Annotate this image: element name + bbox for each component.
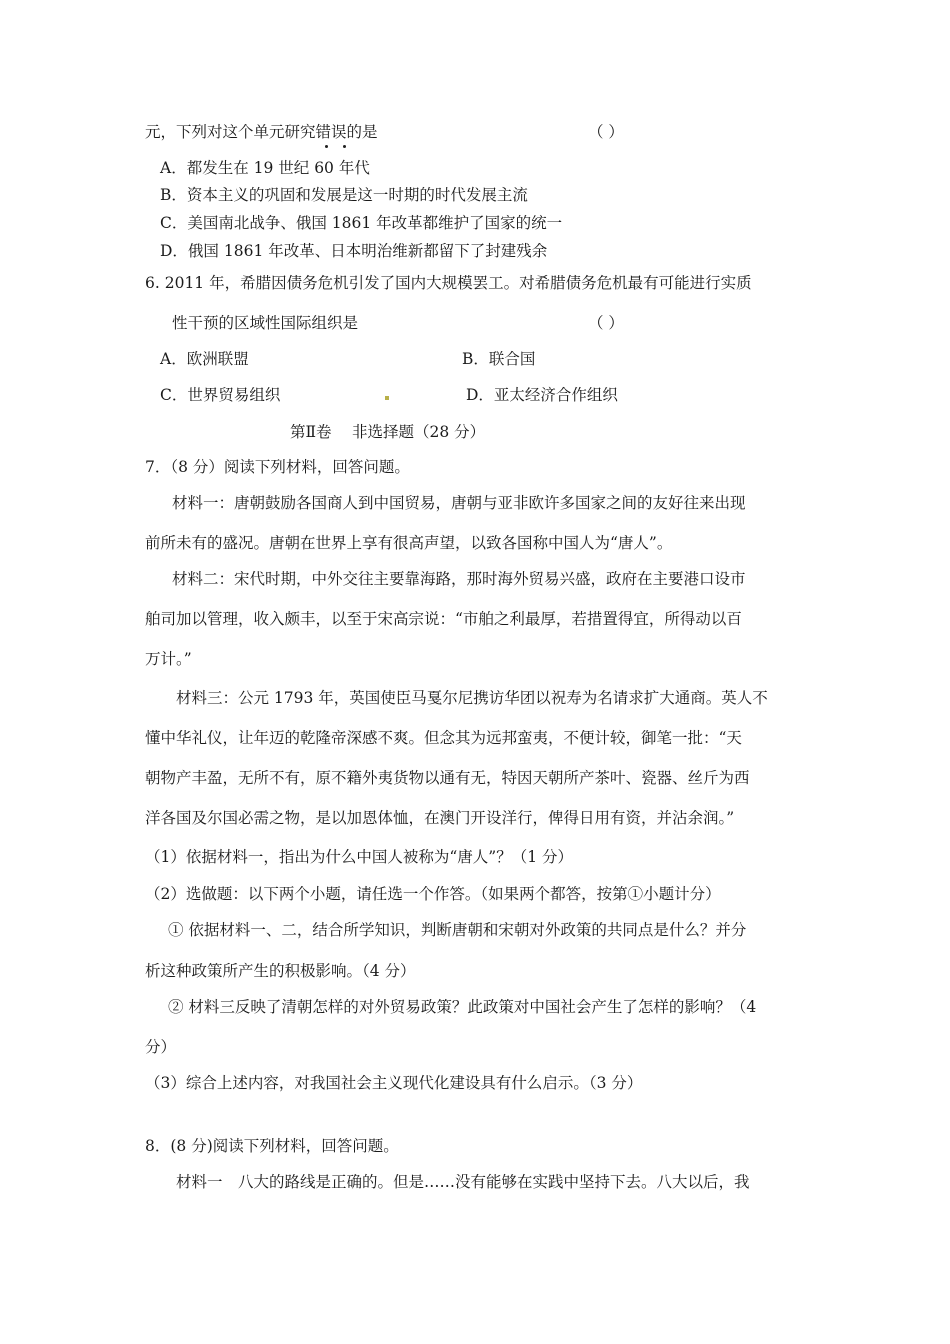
emphasis-dot	[343, 145, 346, 148]
q7-material2-line3: 万计。”	[145, 650, 192, 668]
q7-subquestion-2: （2）选做题：以下两个小题，请任选一个作答。（如果两个都答，按第①小题计分）	[145, 885, 721, 903]
scan-speck	[385, 396, 389, 400]
q7-material2-line1: 材料二：宋代时期，中外交往主要靠海路，那时海外贸易兴盛，政府在主要港口设市	[172, 570, 746, 588]
q6-option-a: A．欧洲联盟	[160, 350, 249, 368]
q8-material1-line1: 材料一 八大的路线是正确的。但是……没有能够在实践中坚持下去。八大以后，我	[176, 1173, 750, 1191]
q6-option-d: D．亚太经济合作组织	[466, 386, 618, 404]
q7-subquestion-2b-line1: ② 材料三反映了清朝怎样的对外贸易政策？此政策对中国社会产生了怎样的影响？（4	[168, 998, 757, 1016]
q7-material3-line4: 洋各国及尔国必需之物，是以加恩体恤，在澳门开设洋行，俾得日用有资，并沾余润。”	[145, 809, 735, 827]
q7-subquestion-3: （3）综合上述内容，对我国社会主义现代化建设具有什么启示。（3 分）	[145, 1074, 643, 1092]
q6-answer-paren: （ ）	[588, 314, 624, 332]
q6-option-c: C．世界贸易组织	[160, 386, 281, 404]
q5-answer-paren: （ ）	[588, 123, 624, 141]
emphasis-dot	[325, 145, 328, 148]
q7-material1-line2: 前所未有的盛况。唐朝在世界上享有很高声望，以致各国称中国人为“唐人”。	[145, 534, 673, 552]
q5-option-d: D．俄国 1861 年改革、日本明治维新都留下了封建残余	[160, 242, 548, 260]
q6-stem-line1: 6. 2011 年，希腊因债务危机引发了国内大规模罢工。对希腊债务危机最有可能进行实质	[145, 274, 752, 292]
q5-stem-tail: 元，下列对这个单元研究错误的是	[145, 123, 378, 141]
q5-option-c: C．美国南北战争、俄国 1861 年改革都维护了国家的统一	[160, 214, 563, 232]
q7-material3-line2: 懂中华礼仪，让年迈的乾隆帝深感不爽。但念其为远邦蛮夷，不便计较，御笔一批：“天	[145, 729, 742, 747]
q7-subquestion-2a-line2: 析这种政策所产生的积极影响。（4 分）	[145, 962, 416, 980]
q7-material2-line2: 舶司加以管理，收入颇丰，以至于宋高宗说：“市舶之利最厚，若措置得宜，所得动以百	[145, 610, 742, 628]
q7-material1-line1: 材料一：唐朝鼓励各国商人到中国贸易，唐朝与亚非欧许多国家之间的友好往来出现	[172, 494, 746, 512]
q8-stem: 8．(8 分)阅读下列材料，回答问题。	[145, 1137, 399, 1155]
q7-stem: 7．（8 分）阅读下列材料，回答问题。	[145, 458, 410, 476]
q7-material3-line3: 朝物产丰盈，无所不有，原不籍外夷货物以通有无，特因天朝所产茶叶、瓷器、丝斤为西	[145, 769, 750, 787]
q7-subquestion-1: （1）依据材料一，指出为什么中国人被称为“唐人”？（1 分）	[145, 848, 574, 866]
q5-option-b: B．资本主义的巩固和发展是这一时期的时代发展主流	[160, 186, 528, 204]
q7-subquestion-2a-line1: ① 依据材料一、二，结合所学知识，判断唐朝和宋朝对外政策的共同点是什么？并分	[168, 921, 747, 939]
q6-option-b: B．联合国	[462, 350, 536, 368]
q7-material3-line1: 材料三：公元 1793 年，英国使臣马戛尔尼携访华团以祝寿为名请求扩大通商。英人不	[176, 689, 768, 707]
section-2-title: 第Ⅱ卷 非选择题（28 分）	[290, 423, 486, 441]
q5-option-a: A．都发生在 19 世纪 60 年代	[160, 159, 370, 177]
q6-stem-line2: 性干预的区域性国际组织是	[172, 314, 359, 332]
q7-subquestion-2b-line2: 分）	[145, 1038, 177, 1056]
